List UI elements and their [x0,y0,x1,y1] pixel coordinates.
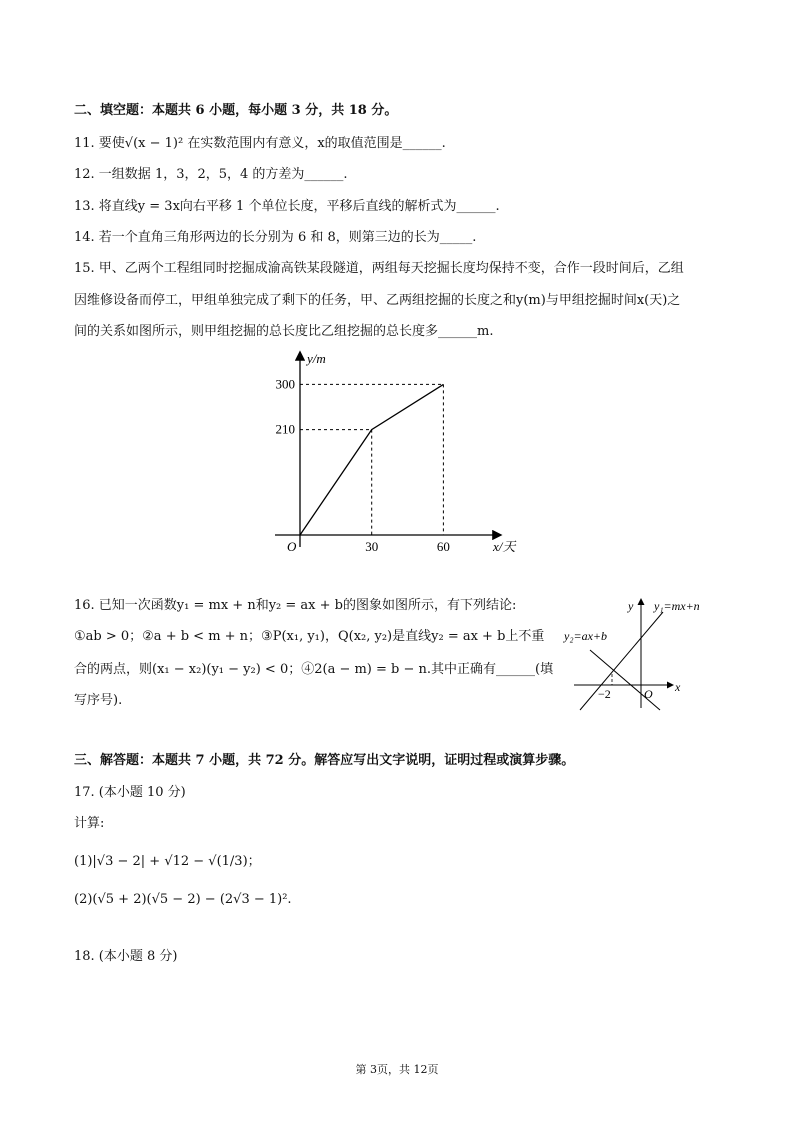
question-16-line3: 合的两点，则(x₁ − x₂)(y₁ − y₂) < 0；④2(a − m) = b − n.其中正确有______(填 [74,662,554,677]
question-13: 13. 将直线y = 3x向右平移 1 个单位长度，平移后直线的解析式为______. [74,199,500,214]
question-16-line2: ①ab > 0；②a + b < m + n；③P(x₁, y₁)，Q(x₂, y₂)是直线y₂ = ax + b上不重 [74,629,545,644]
y-axis-label: y/m [307,351,326,366]
question-15-line3: 间的关系如图所示，则甲组挖掘的总长度比乙组挖掘的总长度多______m. [74,324,494,339]
question-18-title: 18. (本小题 8 分) [74,949,178,964]
question-16-line1: 16. 已知一次函数y₁ = mx + n和y₂ = ax + b的图象如图所示，有下列结论: [74,598,517,613]
question-17-title: 17. (本小题 10 分) [74,785,186,800]
origin-label: O [287,539,297,554]
x-tick-60: 60 [436,539,450,554]
y2-label: y₂=ax+b [564,629,608,643]
x-tick-30: 30 [365,539,379,554]
question-11: 11. 要使√(x − 1)² 在实数范围内有意义，x的取值范围是______. [74,136,446,151]
y-tick-210: 210 [275,421,295,437]
origin-label: O [644,687,653,701]
y-axis-label: y [628,599,634,613]
question-14: 14. 若一个直角三角形两边的长分别为 6 和 8，则第三边的长为_____. [74,230,477,245]
question-17-part1: (1)|√3 − 2| + √12 − √(1/3)； [74,854,261,869]
question-17-part2: (2)(√5 + 2)(√5 − 2) − (2√3 − 1)². [74,892,292,907]
question-16-line4: 写序号). [74,693,123,708]
line-y1 [590,650,660,710]
question-15-line2: 因维修设备而停工，甲组单独完成了剩下的任务，甲、乙两组挖掘的长度之和y(m)与甲组挖掘时间x(天)之 [74,293,681,308]
y1-label: y₁=mx+n [654,599,700,613]
section3-heading: 三、解答题：本题共 7 小题，共 72 分。解答应写出文字说明，证明过程或演算步骤。 [74,753,575,768]
question-17-prompt: 计算: [74,816,105,831]
excavation-chart [265,345,530,560]
page-footer: 第 3页，共 12页 [355,1063,439,1076]
tick-minus-2: −2 [598,687,611,701]
question-15-line1: 15. 甲、乙两个工程组同时挖掘成渝高铁某段隧道，两组每天挖掘长度均保持不变，合作一段时间后，乙组 [74,261,684,276]
y-tick-300: 300 [275,376,295,392]
question-12: 12. 一组数据 1，3，2，5，4 的方差为______. [74,167,348,182]
x-axis-label: x/天 [493,539,516,554]
x-axis-label: x [675,680,681,694]
linear-functions-diagram [560,590,735,715]
section2-heading: 二、填空题：本题共 6 小题，每小题 3 分，共 18 分。 [74,103,398,118]
